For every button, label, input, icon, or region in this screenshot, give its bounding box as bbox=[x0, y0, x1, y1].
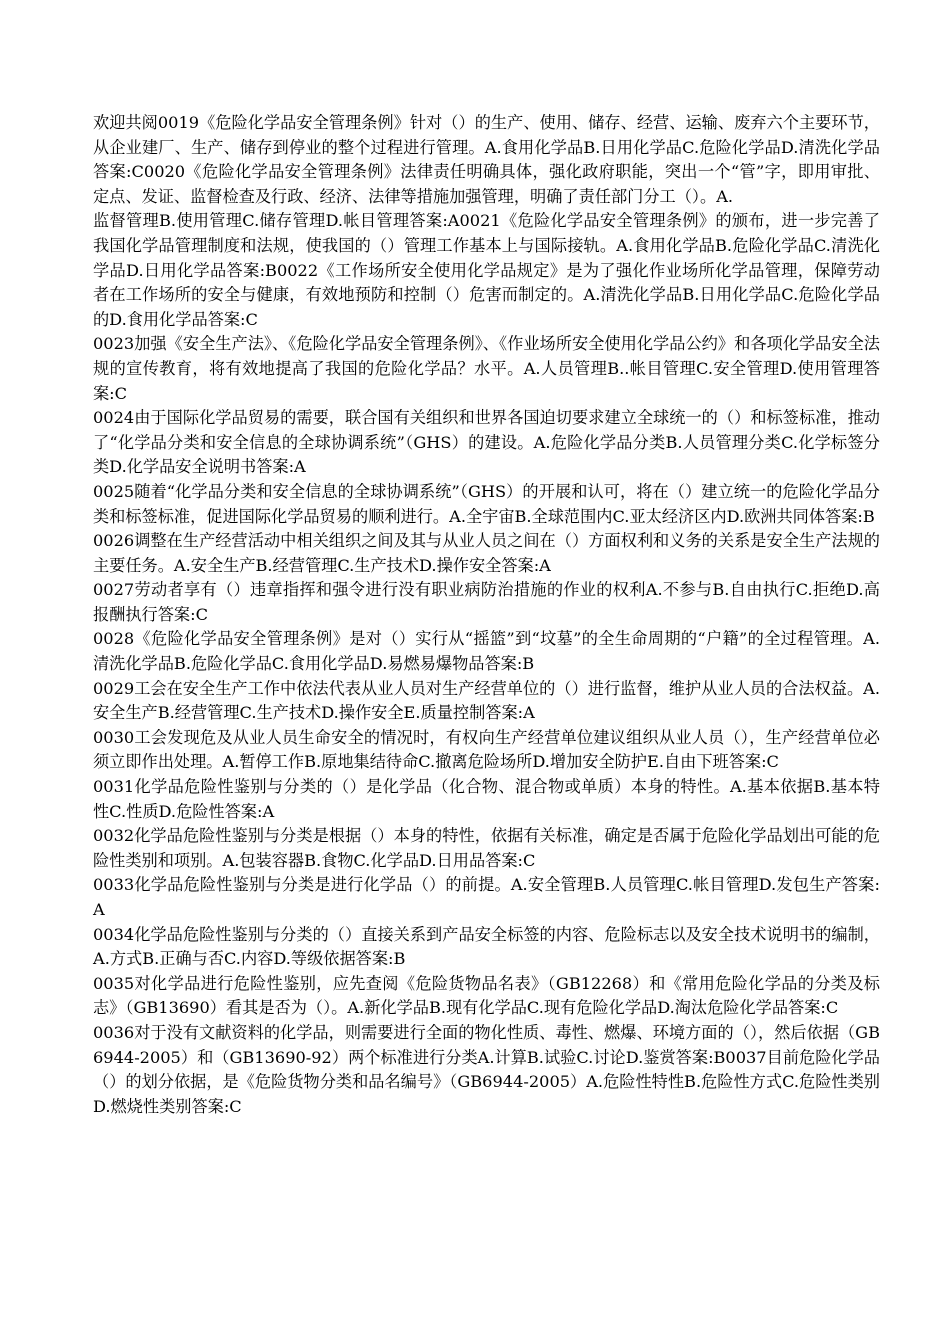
paragraph-0021-0022: 监督管理B.使用管理C.储存管理D.帐目管理答案:A0021《危险化学品安全管理条例》的颁布，进一步完善了我国化学品管理制度和法规，使我国的（）管理工作基本上与国际接轨。A.食用化学品B.危险化学品C.清洗化学品D.日用化学品答案:B0022《工作场所安全使用化学品规定》是为了强化作业场所化学品管理，保障劳动者在工作场所的安全与健康，有效地预防和控制（）危害而制定的。A.清洗化学品B.日用化学品C.危险化学品的D.食用化学品答案:C bbox=[93, 211, 880, 329]
paragraph-0032: 0032化学品危险性鉴别与分类是根据（）本身的特性，依据有关标准，确定是否属于危险化学品划出可能的危险性类别和项别。A.包装容器B.食物C.化学品D.日用品答案:C bbox=[93, 826, 880, 870]
paragraph-0024: 0024由于国际化学品贸易的需要，联合国有关组织和世界各国迫切要求建立全球统一的（）和标签标准，推动了“化学品分类和安全信息的全球协调系统”（GHS）的建设。A.危险化学品分类B.人员管理分类C.化学标签分类D.化学品安全说明书答案:A bbox=[93, 408, 880, 477]
paragraph-0030: 0030工会发现危及从业人员生命安全的情况时，有权向生产经营单位建议组织从业人员（），生产经营单位必须立即作出处理。A.暂停工作B.原地集结待命C.撤离危险场所D.增加安全防护E.自由下班答案:C bbox=[93, 727, 880, 772]
paragraph-0025: 0025随着“化学品分类和安全信息的全球协调系统”（GHS）的开展和认可，将在（）建立统一的危险化学品分类和标签标准，促进国际化学品贸易的顺利进行。A.全宇宙B.全球范围内C.亚太经济区内D.欧洲共同体答案:B bbox=[93, 481, 880, 526]
paragraph-0029: 0029工会在安全生产工作中依法代表从业人员对生产经营单位的（）进行监督，维护从业人员的合法权益。A.安全生产B.经营管理C.生产技术D.操作安全E.质量控制答案:A bbox=[93, 678, 880, 723]
paragraph-0034: 0034化学品危险性鉴别与分类的（）直接关系到产品安全标签的内容、危险标志以及安全技术说明书的编制，A.方式B.正确与否C.内容D.等级依据答案:B bbox=[93, 924, 880, 969]
paragraph-0023: 0023加强《安全生产法》、《危险化学品安全管理条例》、《作业场所安全使用化学品公约》和各项化学品安全法规的宣传教育，将有效地提高了我国的危险化学品？水平。A.人员管理B..帐目管理C.安全管理D.使用管理答案:C bbox=[93, 334, 880, 403]
paragraph-0033: 0033化学品危险性鉴别与分类是进行化学品（）的前提。A.安全管理B.人员管理C.帐目管理D.发包生产答案:A bbox=[93, 875, 880, 919]
paragraph-0031: 0031化学品危险性鉴别与分类的（）是化学品（化合物、混合物或单质）本身的特性。A.基本依据B.基本特性C.性质D.危险性答案:A bbox=[93, 777, 880, 821]
paragraph-0035: 0035对化学品进行危险性鉴别，应先查阅《危险货物品名表》（GB12268）和《常用危险化学品的分类及标志》（GB13690）看其是否为（）。A.新化学品B.现有化学品C.现有危险化学品D.淘汰危险化学品答案:C bbox=[93, 973, 880, 1018]
paragraph-0027: 0027劳动者享有（）违章指挥和强令进行没有职业病防治措施的作业的权利A.不参与B.自由执行C.拒绝D.高报酬执行答案:C bbox=[93, 580, 880, 624]
paragraph-0026: 0026调整在生产经营活动中相关组织之间及其与从业人员之间在（）方面权利和义务的关系是安全生产法规的主要任务。A.安全生产B.经营管理C.生产技术D.操作安全答案:A bbox=[93, 531, 880, 575]
paragraph-intro-0019-0020: 欢迎共阅0019《危险化学品安全管理条例》针对（）的生产、使用、储存、经营、运输、废弃六个主要环节，从企业建厂、生产、储存到停业的整个过程进行管理。A.食用化学品B.日用化学品C.危险化学品D.清洗化学品答案:C0020《危险化学品安全管理条例》法律责任明确具体，强化政府职能，突出一个“管”字，即用审批、定点、发证、监督检查及行政、经济、法律等措施加强管理，明确了责任部门分工（）。A. bbox=[93, 113, 880, 206]
document-body bbox=[93, 111, 880, 1119]
paragraph-0036-0037: 0036对于没有文献资料的化学品，则需要进行全面的物化性质、毒性、燃爆、环境方面的（），然后依据（GB6944-2005）和（GB13690-92）两个标准进行分类A.计算B.试验C.讨论D.鉴赏答案:B0037目前危险化学品（）的划分依据，是《危险货物分类和品名编号》（GB6944-2005）A.危险性特性B.危险性方式C.危险性类别D.燃烧性类别答案:C bbox=[93, 1022, 880, 1116]
paragraph-0028: 0028《危险化学品安全管理条例》是对（）实行从“摇篮”到“坟墓”的全生命周期的“户籍”的全过程管理。A.清洗化学品B.危险化学品C.食用化学品D.易燃易爆物品答案:B bbox=[93, 629, 880, 674]
